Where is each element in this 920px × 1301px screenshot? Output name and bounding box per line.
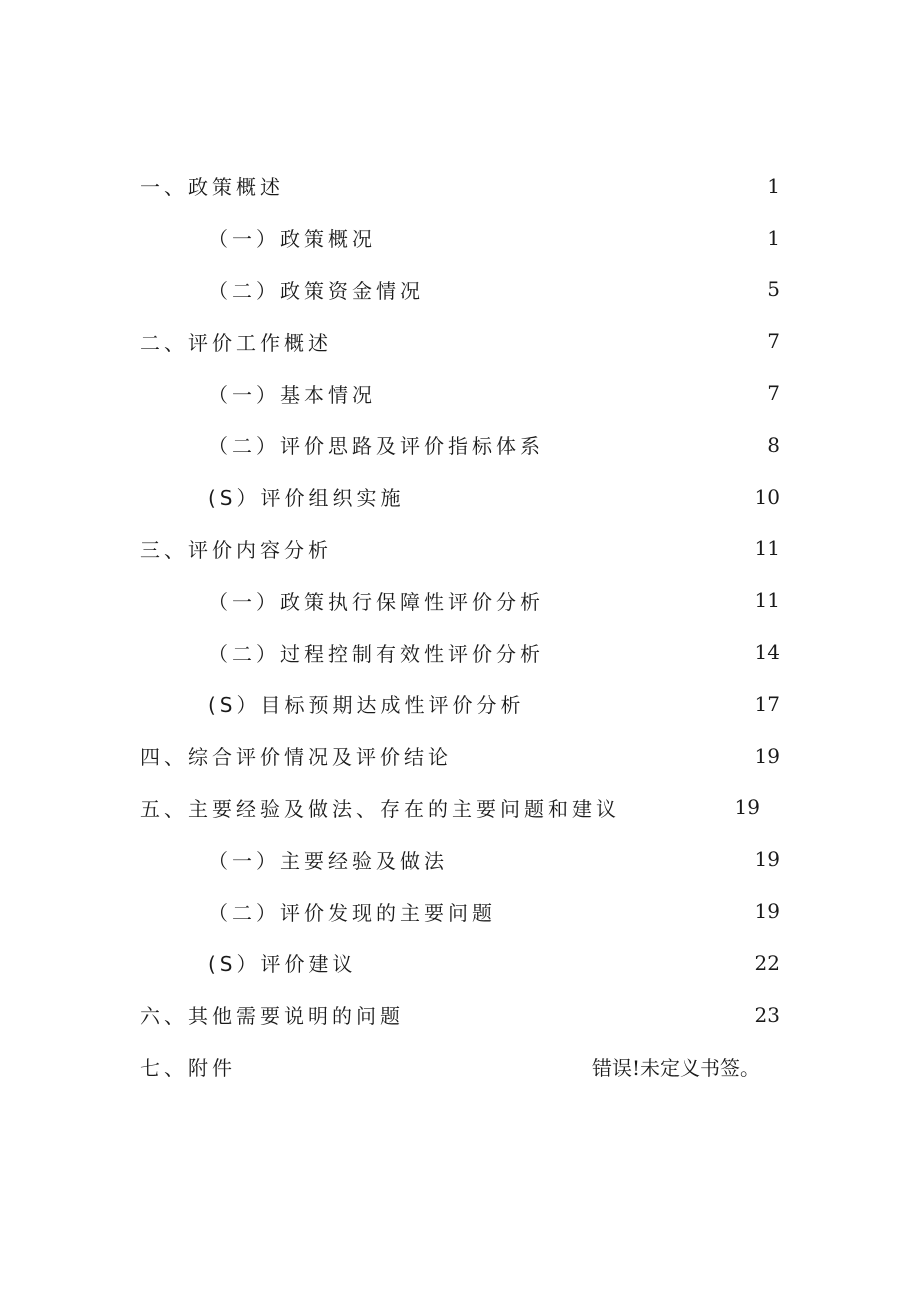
toc-dot-leader [628,797,731,817]
toc-entry-title: （二）评价思路及评价指标体系 [208,434,544,459]
toc-dot-leader [552,435,763,455]
toc-dot-leader [552,590,751,610]
toc-entry[interactable] [140,833,780,885]
toc-entry[interactable] [140,523,780,575]
toc-entry-title: （一）政策概况 [208,227,376,252]
toc-entry-page: 错误!未定义书签。 [591,1055,760,1080]
toc-dot-leader [412,1005,751,1025]
toc-dot-leader [456,849,751,869]
toc-entry[interactable] [140,471,780,523]
toc-entry-title: （一）基本情况 [208,382,376,407]
toc-entry[interactable] [140,212,780,264]
toc-entry-page: 19 [754,847,780,872]
toc-entry-title: 五、主要经验及做法、存在的主要问题和建议 [140,796,620,821]
toc-entry-page: 7 [767,381,780,406]
toc-dot-leader [533,694,751,714]
toc-dot-leader [365,953,751,973]
toc-dot-leader [432,279,763,299]
toc-entry-title: 一、政策概述 [140,175,284,200]
toc-entry-title: 三、评价内容分析 [140,537,332,562]
toc-entry[interactable] [140,1041,760,1093]
toc-entry-title: 四、综合评价情况及评价结论 [140,745,452,770]
toc-entry-page: 10 [754,484,780,509]
toc-entry[interactable] [140,264,780,316]
toc-entry[interactable] [140,730,780,782]
toc-entry-title: (S）评价建议 [208,952,357,977]
toc-entry-title: （一）政策执行保障性评价分析 [208,589,544,614]
toc-entry[interactable] [140,367,780,419]
toc-entry-page: 1 [767,225,780,250]
toc-entry-page: 14 [754,640,780,665]
toc-entry-title: （一）主要经验及做法 [208,848,448,873]
toc-entry[interactable] [140,678,780,730]
toc-entry-page: 1 [767,173,780,198]
toc-entry-title: 六、其他需要说明的问题 [140,1004,404,1029]
toc-entry-title: (S）评价组织实施 [208,486,405,511]
toc-entry-title: 七、附件 [140,1055,236,1080]
toc-dot-leader [552,642,751,662]
toc-entry[interactable] [140,782,760,834]
toc-dot-leader [384,383,763,403]
toc-entry-page: 8 [767,432,780,457]
toc-entry[interactable] [140,419,780,471]
toc-entry[interactable] [140,626,780,678]
toc-entry-title: （二）评价发现的主要问题 [208,900,496,925]
toc-dot-leader [504,901,751,921]
toc-entry[interactable] [140,937,780,989]
toc-entry[interactable] [140,989,780,1041]
toc-entry[interactable] [140,315,780,367]
toc-entry-page: 19 [754,899,780,924]
toc-entry-title: （二）过程控制有效性评价分析 [208,641,544,666]
toc-entry-page: 11 [754,588,780,613]
toc-entry-page: 19 [754,743,780,768]
toc-dot-leader [384,228,763,248]
toc-entry-page: 23 [754,1002,780,1027]
toc-entry[interactable] [140,885,780,937]
toc-entry-page: 19 [734,795,760,820]
toc-dot-leader [413,487,751,507]
toc-entry-title: 二、评价工作概述 [140,330,332,355]
toc-entry[interactable] [140,574,780,626]
toc-dot-leader [340,538,751,558]
toc-entry-page: 7 [767,329,780,354]
toc-entry-page: 22 [754,950,780,975]
toc-entry[interactable] [140,160,780,212]
toc-entry-page: 17 [754,691,780,716]
toc-dot-leader [340,331,763,351]
toc-dot-leader [292,176,763,196]
table-of-contents [140,160,780,1092]
toc-entry-page: 11 [754,536,780,561]
toc-dot-leader [460,746,751,766]
toc-entry-page: 5 [767,277,780,302]
toc-entry-title: (S）目标预期达成性评价分析 [208,693,525,718]
toc-dot-leader [244,1056,588,1076]
toc-entry-title: （二）政策资金情况 [208,278,424,303]
